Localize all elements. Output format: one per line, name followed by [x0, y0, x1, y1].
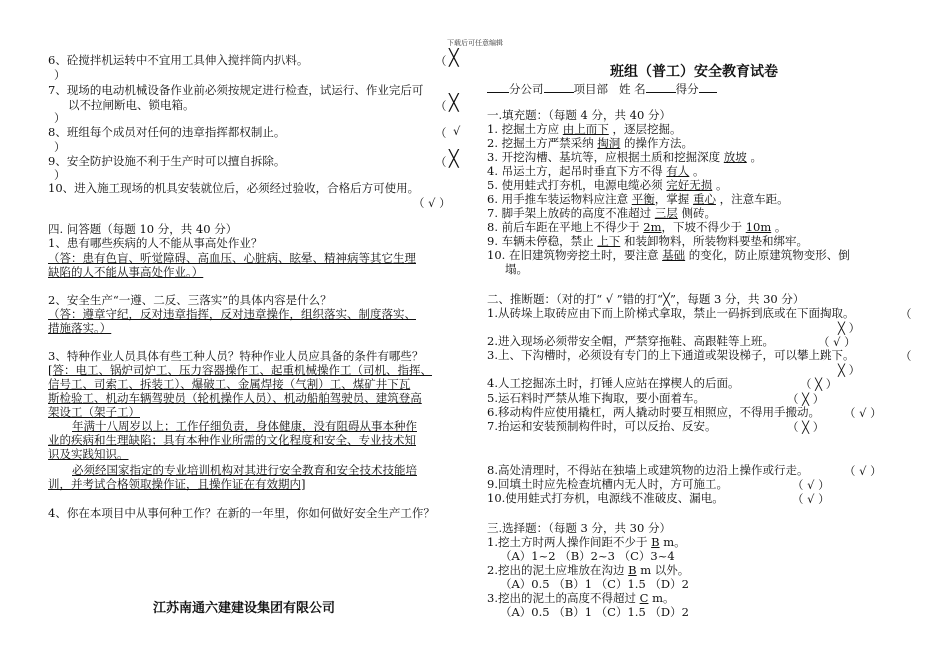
judge-answer-2: （ √ ）	[818, 335, 856, 349]
paren-close: ）	[54, 68, 66, 82]
fill-item-3: 3. 开挖沟槽、基坑等，应根据土质和挖掘深度 放坡 。	[487, 150, 762, 164]
answer-1-line1: （答：患有色盲、听觉障碍、高血压、心脏病、眩晕、精神病等其它生理	[48, 251, 416, 265]
judge-item-7: 7.抬运和安装预制构件时，可以反抬、反安。	[487, 419, 717, 433]
judge-header: 二、推断题：（对的打“ √ ”错的打“╳”，每题 3 分，共 30 分）	[487, 292, 805, 306]
check-mark: √	[453, 124, 461, 138]
tf-item-7-line1: 7、现场的电动机械设备作业前必须按规定进行检查，试运行、作业完后可	[48, 83, 424, 97]
fill-item-9: 9. 车辆未停稳，禁止 上下 和装卸物料，所装物料要垫和绑牢。	[487, 234, 808, 248]
answer-3-line8: 必须经国家指定的专业培训机构对其进行安全教育和安全技术技能培	[72, 463, 417, 477]
answer-3-line5: 年满十八周岁以上；工作仔细负责，身体健康，没有阻碍从事本种作	[72, 419, 417, 433]
tf-item-9: 9、安全防护设施不利于生产时可以擅自拆除。	[48, 154, 286, 168]
judge-answer-10: （ √ ）	[792, 492, 830, 506]
judge-answer-9: （ √ ）	[792, 478, 830, 492]
fill-item-5: 5. 使用蛙式打夯机，电源电缆必须 完好无损 。	[487, 178, 728, 192]
fill-item-7: 7. 脚手架上放砖的高度不准超过 三层 侧砖。	[487, 206, 716, 220]
judge-answer-5: （ ╳ ）	[787, 392, 825, 406]
judge-answer-4: （ ╳ ）	[800, 377, 838, 391]
exam-title: 班组（普工）安全教育试卷	[610, 64, 778, 80]
paren-close: ）	[54, 140, 66, 154]
judge-item-8: 8.高处清理时，不得站在独墙上或建筑物的边沿上操作或行走。	[487, 463, 809, 477]
cross-mark: ╳	[449, 149, 459, 168]
tf-item-6: 6、砼搅拌机运转中不宜用工具伸入搅拌筒内扒料。	[48, 53, 309, 67]
judge-item-2: 2.进入现场必须带安全帽，严禁穿拖鞋、高跟鞋等上班。	[487, 334, 774, 348]
fill-item-8: 8. 前后车距在平地上不得少于 2m，下坡不得少于 10m 。	[487, 220, 787, 234]
qa-header: 四. 问答题（每题 10 分，共 40 分）	[48, 222, 238, 236]
tf-item-10: 10、进入施工现场的机具安装就位后，必须经过验收，合格后方可使用。	[48, 181, 420, 195]
answer-3-line1: [答：电工、锅炉司炉工、压力容器操作工、起重机械操作工（司机、指挥、	[48, 363, 432, 377]
choice-options-3: （A）0.5 （B）1 （C）1.5 （D）2	[500, 605, 689, 619]
judge-item-6: 6.移动构件应使用撬杠，两人撬动时要互相照应，不得用手搬动。	[487, 405, 820, 419]
fill-item-2: 2. 挖掘土方严禁采纳 掏洞 的操作方法。	[487, 136, 693, 150]
header-note: 下载后可任意编辑	[447, 39, 503, 47]
answer-2-line1: （答：遵章守纪，反对违章指挥，反对违章操作，组织落实、制度落实、	[48, 307, 416, 321]
answer-2-line2: 措施落实。）	[48, 321, 112, 335]
fill-item-10-cont: 塌。	[505, 262, 528, 276]
judge-paren: （	[900, 349, 912, 363]
judge-item-1: 1.从砖垛上取砖应由下而上阶梯式拿取，禁止一码拆到底或在下面掏取。	[487, 306, 855, 320]
cross-mark: ╳	[449, 48, 459, 67]
question-2: 2、安全生产“一遵、二反、三落实”的具体内容是什么？	[48, 293, 332, 307]
judge-item-4: 4.人工挖掘冻土时，打锤人应站在撑楔人的后面。	[487, 376, 740, 390]
paren-open: （	[435, 126, 447, 140]
paren-open: （	[435, 99, 447, 113]
judge-answer-8: （ √ ）	[844, 464, 882, 478]
fill-item-4: 4. 吊运土方，起吊时垂直下方不得 有人 。	[487, 164, 705, 178]
paren-close: ）	[54, 111, 66, 125]
choice-header: 三.选择题：（每题 3 分，共 30 分）	[487, 521, 671, 535]
info-line: 分公司 项目部 姓 名 得分	[487, 81, 717, 96]
company-name: 江苏南通六建建设集团有限公司	[153, 601, 336, 616]
choice-item-1: 1.挖土方时两人操作间距不少于 B m。	[487, 535, 686, 549]
paren-open: （	[435, 54, 447, 68]
paren-close: ）	[54, 168, 66, 182]
question-1: 1、患有哪些疾病的人不能从事高处作业？	[48, 236, 263, 250]
fill-item-10: 10. 在旧建筑物旁挖土时，要注意 基础 的变化，防止原建筑物变形、倒	[487, 248, 850, 262]
judge-answer-6: （ √ ）	[844, 406, 882, 420]
choice-item-3: 3.挖出的泥土的高度不得超过 C m。	[487, 591, 675, 605]
answer-3-line6: 业的疾病和生理缺陷；具有本种作业所需的文化程度和安全、专业技术知	[48, 433, 416, 447]
answer-1-line2: 缺陷的人不能从事高处作业。）	[48, 265, 204, 279]
judge-answer-7: （ ╳ ）	[787, 420, 825, 434]
judge-item-9: 9.回填土时应先检查坑槽内无人时，方可施工。	[487, 477, 728, 491]
tf-item-7-line2: 以不拉闸断电、锁电箱。	[68, 98, 195, 112]
answer-3-line2: 信号工、司索工、拆装工）、爆破工、金属焊接（气割）工、煤矿井下瓦	[48, 377, 411, 391]
choice-options-2: （A）0.5 （B）1 （C）1.5 （D）2	[500, 577, 689, 591]
choice-item-2: 2.挖出的泥土应堆放在沟边 B m 以外。	[487, 563, 690, 577]
answer-3-line7: 识及实践知识。	[48, 447, 129, 461]
judge-item-10: 10.使用蛙式打夯机，电源线不准破皮、漏电。	[487, 491, 724, 505]
fill-item-1: 1. 挖掘土方应 由上而下 ，逐层挖掘。	[487, 122, 682, 136]
tf-item-8: 8、班组每个成员对任何的违章指挥都权制止。	[48, 125, 286, 139]
judge-item-5: 5.运石料时严禁从堆下掏取，要小面着车。	[487, 391, 705, 405]
answer-3-line3: 斯检验工、机动车辆驾驶员（轮机操作人员）、机动船舶驾驶员、建筑登高	[48, 391, 422, 405]
judge-item-3: 3.上、下沟槽时，必须设有专门的上下通道或架设梯子，可以攀上跳下。	[487, 348, 855, 362]
paren-open: （	[435, 155, 447, 169]
judge-answer-1: ╳ ）	[838, 321, 861, 335]
tf-item-10-answer: （ √ ）	[413, 196, 451, 210]
answer-3-line9: 训，并考试合格领取操作证，且操作证在有效期内]	[48, 477, 306, 491]
cross-mark: ╳	[449, 93, 459, 112]
judge-answer-3: ╳ ）	[838, 363, 861, 377]
answer-3-line4: 架设工（架子工）	[48, 405, 140, 419]
question-3: 3、特种作业人员具体有些工种人员？特种作业人员应具备的条件有哪些？	[48, 349, 424, 363]
fill-header: 一.填充题：（每题 4 分，共 40 分）	[487, 108, 671, 122]
judge-paren: （	[900, 307, 912, 321]
question-4: 4、你在本项目中从事何种工作？在新的一年里，你如何做好安全生产工作？	[48, 506, 435, 520]
choice-options-1: （A）1~2 （B）2~3 （C）3~4	[500, 549, 675, 563]
fill-item-6: 6. 用手推车装运物料应注意 平衡，掌握 重心 ，注意车距。	[487, 192, 789, 206]
